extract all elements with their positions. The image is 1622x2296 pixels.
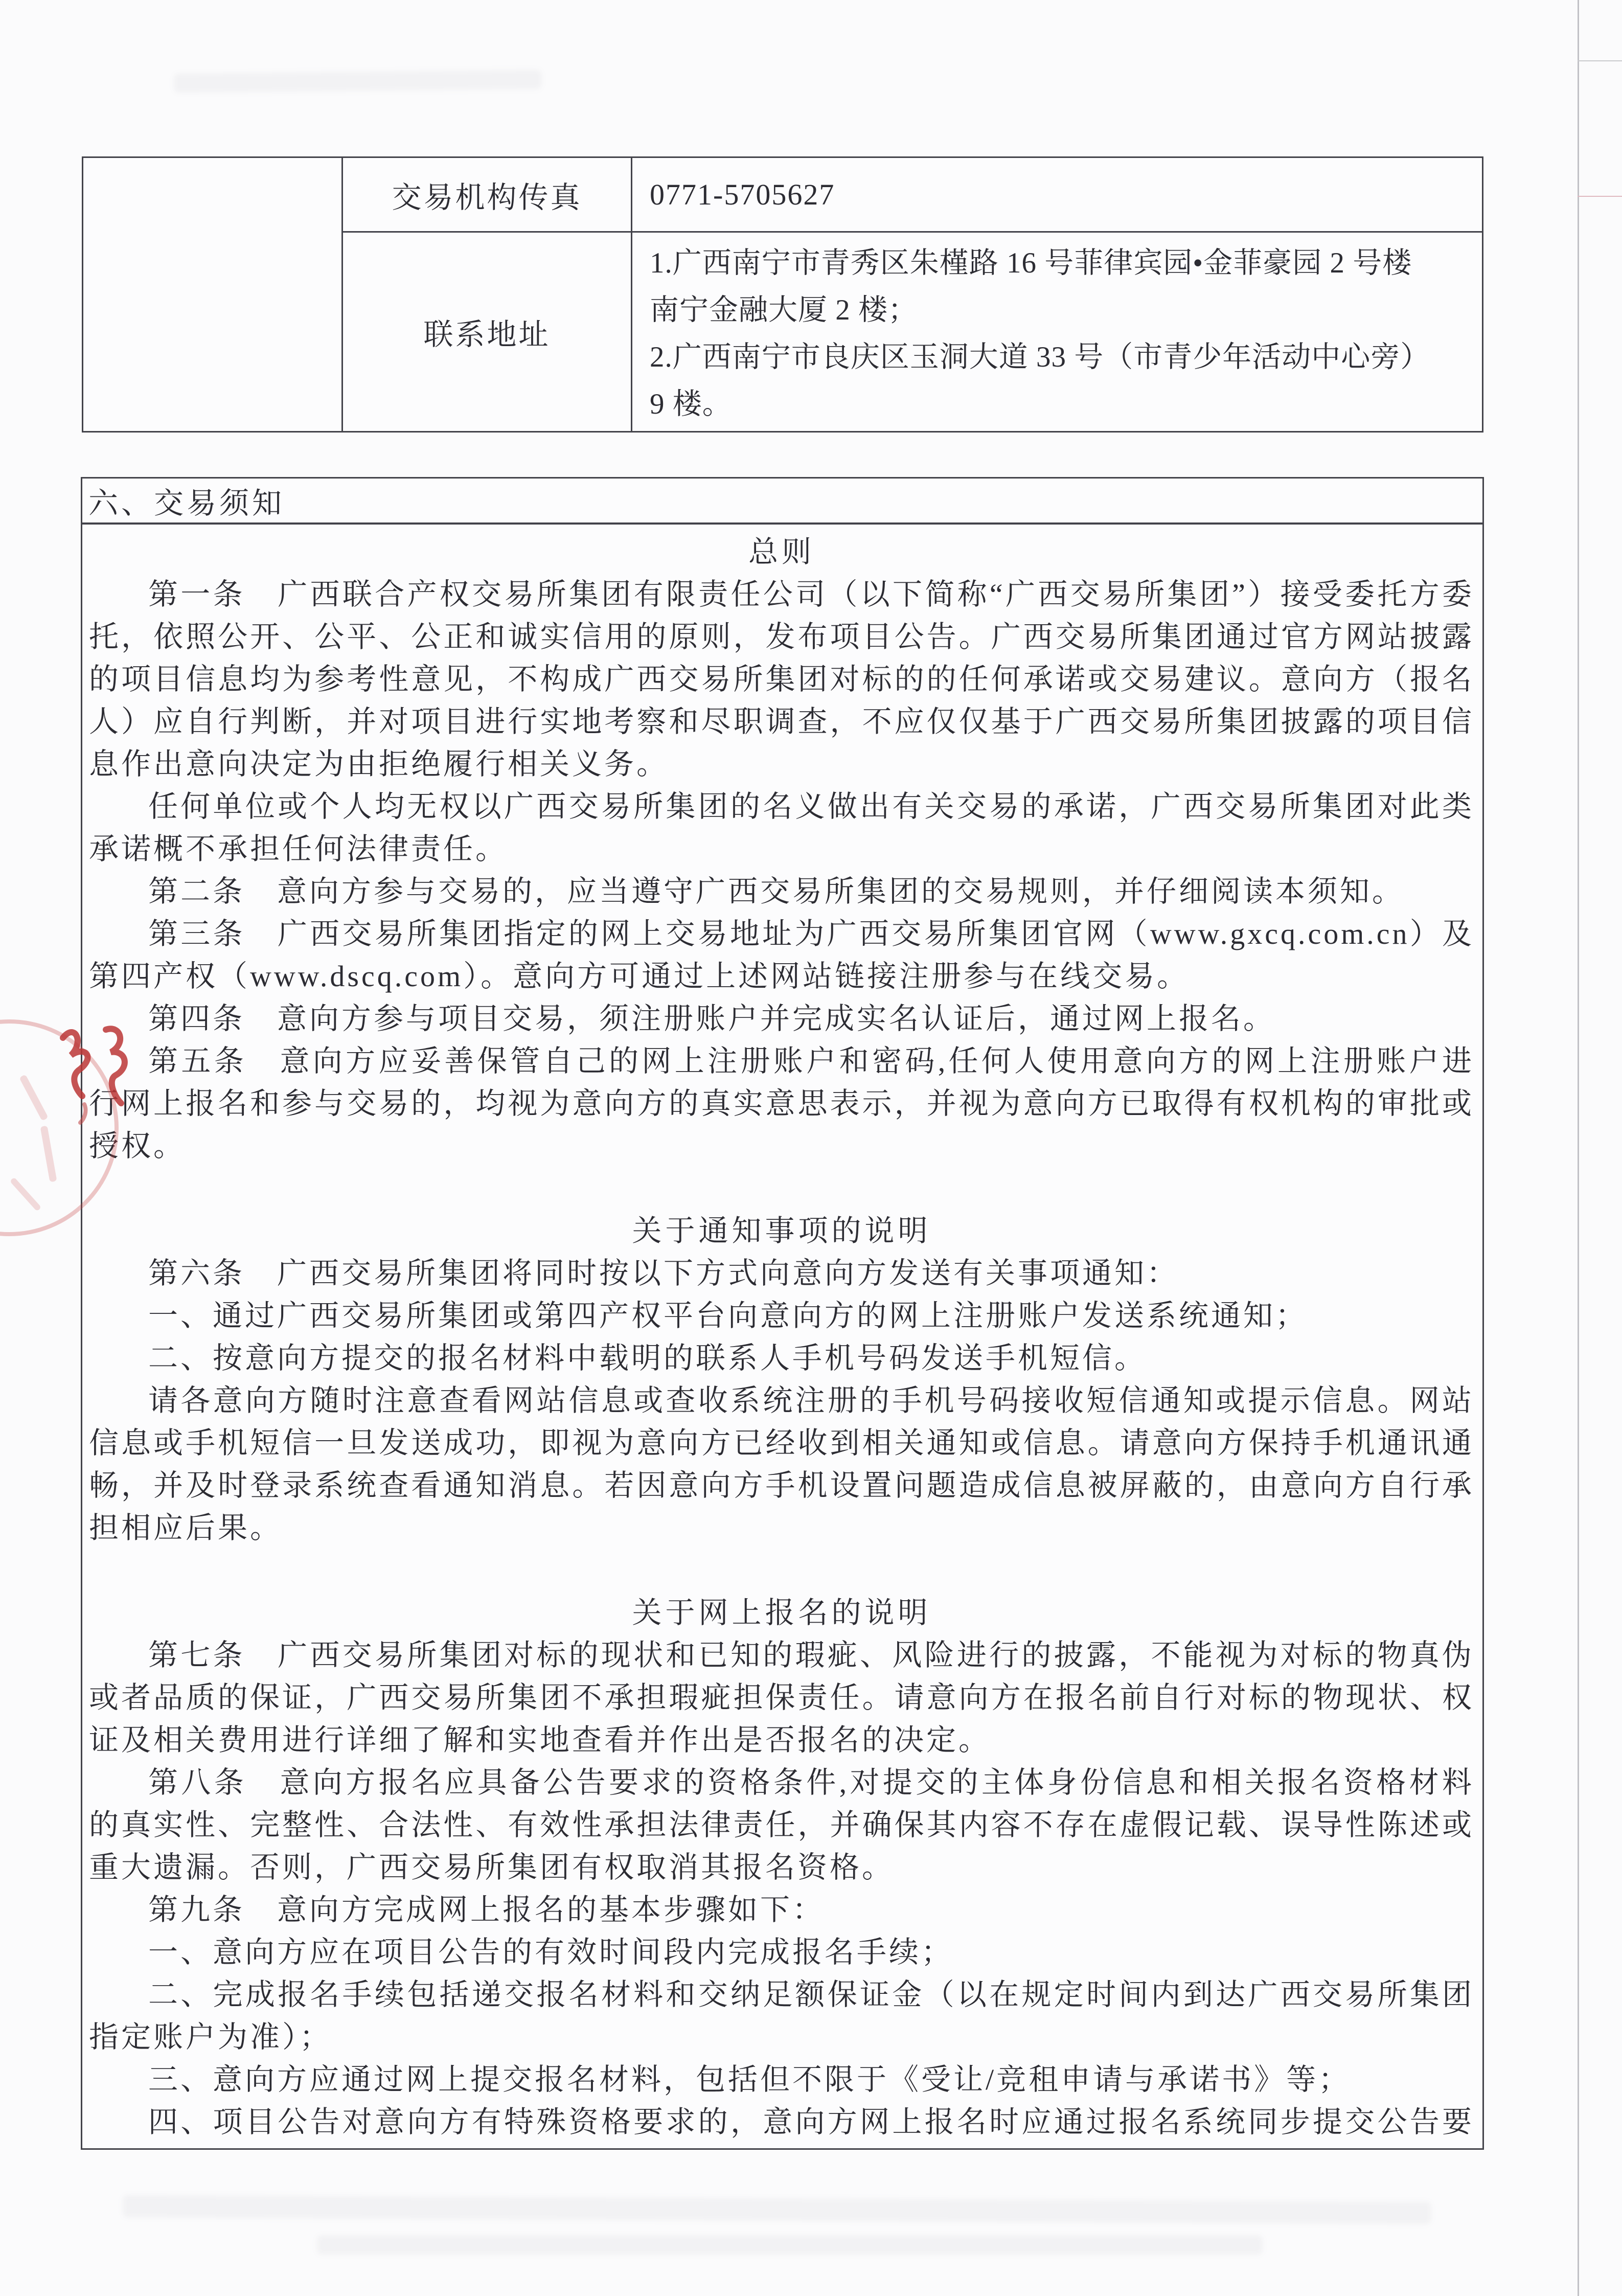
address-line: 9 楼。 [650, 388, 732, 420]
article-paragraph: 第六条 广西交易所集团将同时按以下方式向意向方发送有关事项通知： [148, 1257, 1179, 1290]
article-paragraph: 第五条 意向方应妥善保管自己的网上注册账户和密码,任何人使用意向方的网上注册账户进行网上报名和参与交易的，均视为意向方的真实意思表示，并视为意向方已取得有权机构的审批或授权。 [89, 1044, 1474, 1163]
fax-value: 0771-5705627 [632, 158, 1482, 233]
article-paragraph: 第四条 意向方参与项目交易，须注册账户并完成实名认证后，通过网上报名。 [148, 1002, 1276, 1035]
bleed-through-ghost [317, 2235, 1263, 2255]
article-paragraph: 第一条 广西联合产权交易所集团有限责任公司（以下简称“广西交易所集团”）接受委托方委托，依照公开、公平、公正和诚实信用的原则，发布项目公告。广西交易所集团通过官方网站披露的项目信息均为参考性意见，不构成广西交易所集团对标的的任何承诺或交易建议。意向方（报名人）应自行判断，并对项目进行实地考察和尽职调查，不应仅仅基于广西交易所集团披露的项目信息作出意向决定为由拒绝履行相关义务。 [89, 578, 1474, 781]
article-paragraph: 第八条 意向方报名应具备公告要求的资格条件,对提交的主体身份信息和相关报名资格材料的真实性、完整性、合法性、有效性承担法律责任，并确保其内容不存在虚假记载、误导性陈述或重大遗漏。否则，广西交易所集团有权取消其报名资格。 [89, 1766, 1474, 1884]
trading-notice-table [81, 477, 1484, 2150]
article-paragraph: 第三条 广西交易所集团指定的网上交易地址为广西交易所集团官网（www.gxcq.com.cn）及第四产权（www.dscq.com）。意向方可通过上述网站链接注册参与在线交易。 [89, 917, 1474, 993]
section-title: 六、交易须知 [82, 479, 1482, 525]
address-value [632, 233, 1482, 431]
scan-edge-tick [1578, 60, 1622, 61]
address-line: 南宁金融大厦 2 楼； [650, 294, 918, 326]
article-paragraph: 请各意向方随时注意查看网站信息或查收系统注册的手机号码接收短信通知或提示信息。网站信息或手机短信一旦发送成功，即视为意向方已经收到相关通知或信息。请意向方保持手机通讯通畅，并及时登录系统查看通知消息。若因意向方手机设置问题造成信息被屏蔽的，由意向方自行承担相应后果。 [89, 1384, 1474, 1544]
bleed-through-ghost [123, 2195, 1431, 2224]
article-paragraph: 第七条 广西交易所集团对标的现状和已知的瑕疵、风险进行的披露，不能视为对标的物真伪或者品质的保证，广西交易所集团不承担瑕疵担保责任。请意向方在报名前自行对标的物现状、权证及相关费用进行详细了解和实地查看并作出是否报名的决定。 [89, 1639, 1474, 1757]
address-line: 2.广西南宁市良庆区玉洞大道 33 号（市青少年活动中心旁） [650, 341, 1430, 373]
address-label: 联系地址 [343, 233, 632, 431]
notice-body [82, 525, 1482, 2148]
article-paragraph: 第九条 意向方完成网上报名的基本步骤如下： [148, 1893, 825, 1926]
article-paragraph: 第二条 意向方参与交易的，应当遵守广西交易所集团的交易规则，并仔细阅读本须知。 [148, 875, 1405, 908]
contact-table-empty-cell [83, 158, 343, 431]
article-paragraph: 二、按意向方提交的报名材料中载明的联系人手机号码发送手机短信。 [148, 1342, 1147, 1375]
article-paragraph: 一、意向方应在项目公告的有效时间段内完成报名手续； [148, 1936, 954, 1969]
red-handwriting-mark [49, 1018, 135, 1126]
subsection-heading: 关于通知事项的说明 [632, 1214, 931, 1247]
scan-edge-tick [1578, 196, 1622, 197]
contact-info-table [82, 156, 1483, 433]
article-paragraph: 三、意向方应通过网上提交报名材料，包括但不限于《受让/竞租申请与承诺书》等； [148, 2063, 1351, 2096]
article-paragraph: 二、完成报名手续包括递交报名材料和交纳足额保证金（以在规定时间内到达广西交易所集团指定账户为准）； [89, 1978, 1474, 2054]
bleed-through-ghost [174, 70, 542, 93]
article-paragraph-cutoff: 四、项目公告对意向方有特殊资格要求的，意向方网上报名时应通过报名系统同步提交公告要 [148, 2105, 1474, 2139]
article-paragraph: 一、通过广西交易所集团或第四产权平台向意向方的网上注册账户发送系统通知； [148, 1299, 1308, 1332]
scan-edge-line [1578, 0, 1579, 2296]
subsection-heading: 关于网上报名的说明 [632, 1596, 931, 1629]
fax-label: 交易机构传真 [343, 158, 632, 233]
subsection-heading: 总则 [748, 535, 815, 569]
article-paragraph: 任何单位或个人均无权以广西交易所集团的名义做出有关交易的承诺，广西交易所集团对此类承诺概不承担任何法律责任。 [89, 790, 1474, 866]
address-line: 1.广西南宁市青秀区朱槿路 16 号菲律宾园•金菲豪园 2 号楼 [650, 247, 1412, 279]
